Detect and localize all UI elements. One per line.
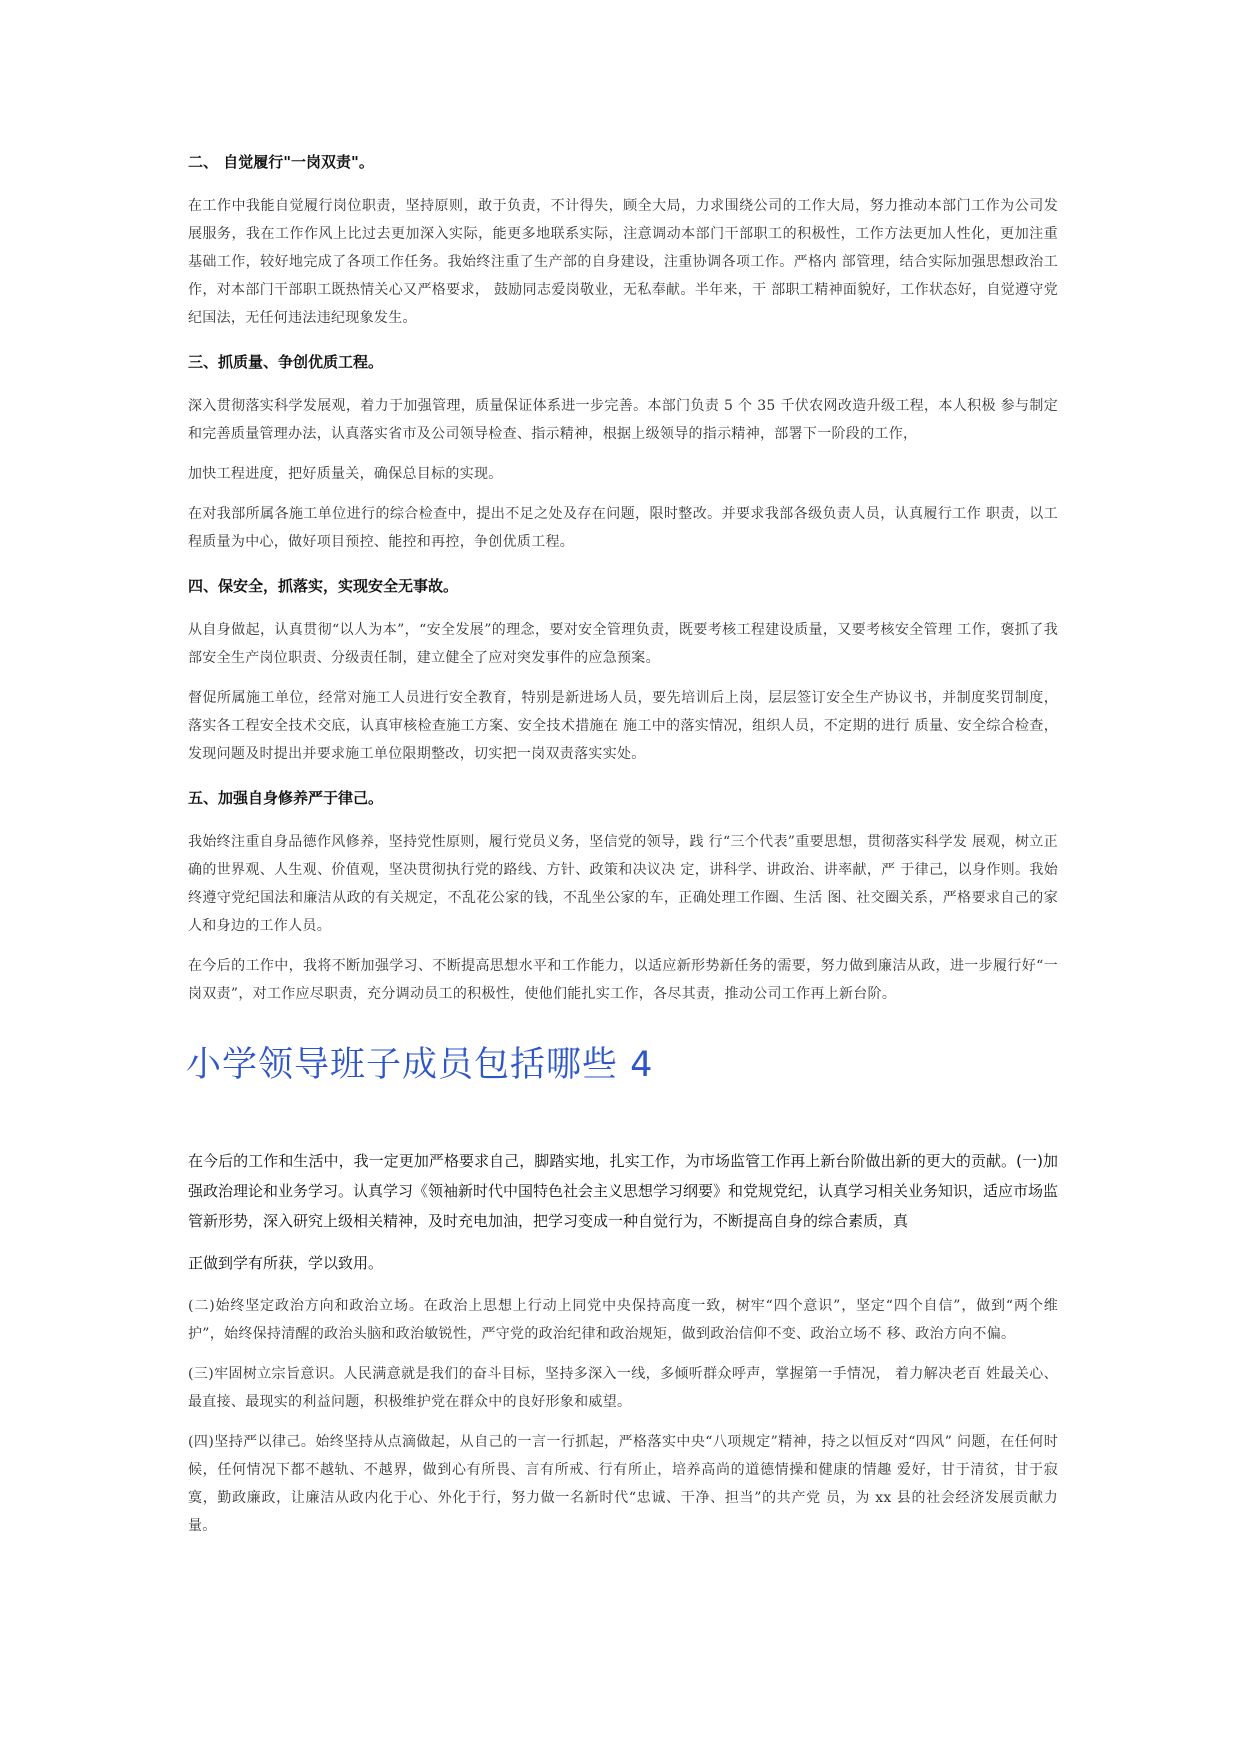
paragraph: 在今后的工作和生活中，我一定更加严格要求自己，脚踏实地，扎实工作，为市场监管工作再上新台阶做出新的更大的贡献。(一)加强政治理论和业务学习。认真学习《领袖新时代中国特色社会主义思想学习纲要》和党规党纪，认真学习相关业务知识，适应市场监管新形势，深入研究上级相关精神，及时充电加油，把学习变成一种自觉行为，不断提高自身的综合素质，真 bbox=[188, 1152, 1059, 1230]
paragraph: (四)坚持严以律己。始终坚持从点滴做起，从自己的一言一行抓起，严格落实中央“八项规定”精神，持之以恒反对“四风” 问题，在任何时候，任何情况下都不越轨、不越界，做到心有所畏、言有所戒、行有所止，培养高尚的道德情操和健康的情趣 爱好，甘于清贫，甘于寂寞，勤政廉政，让廉洁从政内化于心、外化于行，努力做一名新时代“忠诚、干净、担当”的共产党 员，为 xx 县的社会经济发展贡献力量。 bbox=[188, 1434, 1058, 1534]
paragraph: (二)始终坚定政治方向和政治立场。在政治上思想上行动上同党中央保持高度一致，树牢“四个意识”，坚定“四个自信”，做到“两个维护”，始终保持清醒的政治头脑和政治敏锐性，严守党的政治纪律和政治规矩，做到政治信仰不变、政治立场不 移、政治方向不偏。 bbox=[188, 1298, 1058, 1342]
paragraph: (三)牢固树立宗旨意识。人民满意就是我们的奋斗目标，坚持多深入一线，多倾听群众呼声，掌握第一手情况， 着力解决老百 姓最关心、最直接、最现实的利益问题，积极维护党在群众中的良好形象和威望。 bbox=[188, 1366, 1058, 1410]
part-two bbox=[188, 1146, 1058, 1540]
paragraph: 督促所属施工单位，经常对施工人员进行安全教育，特别是新进场人员，要先培训后上岗，层层签订安全生产协议书，并制度奖罚制度，落实各工程安全技术交底，认真审核检查施工方案、安全技术措施在 施工中的落实情况，组织人员，不定期的进行 质量、安全综合检查，发现问题及时提出并要求施工单位限期整改，切实把一岗双责落实实处。 bbox=[188, 690, 1058, 762]
paragraph: 从自身做起，认真贯彻“以人为本”，“安全发展”的理念，要对安全管理负责，既要考核工程建设质量，又要考核安全管理 工作，褒抓了我部安全生产岗位职责、分级责任制，建立健全了应对突发事件的应急预案。 bbox=[188, 622, 1058, 666]
section-heading: 四、保安全，抓落实，实现安全无事故。 bbox=[188, 577, 459, 595]
paragraph: 在工作中我能自觉履行岗位职责，坚持原则，敢于负责，不计得失，顾全大局，力求围绕公司的工作大局，努力推动本部门工作为公司发展服务，我在工作作风上比过去更加深入实际，能更多地联系实际，注意调动本部门干部职工的积极性，工作方法更加人性化，更加注重基础工作，较好地完成了各项工作任务。我始终注重了生产部的自身建设，注重协调各项工作。严格内 部管理，结合实际加强思想政治工作，对本部门干部职工既热情关心又严格要求， 鼓励同志爱岗敬业，无私奉献。半年来，干 部职工精神面貌好，工作状态好，自觉遵守党纪国法，无任何违法违纪现象发生。 bbox=[188, 198, 1058, 326]
paragraph: 我始终注重自身品德作风修养，坚持党性原则，履行党员义务，坚信党的领导，践 行“三个代表”重要思想，贯彻落实科学发 展观，树立正确的世界观、人生观、价值观，坚决贯彻执行党的路线、方针、政策和决议决 定，讲科学、讲政治、讲率献，严 于律己，以身作则。我始终遵守党纪国法和廉洁从政的有关规定，不乱花公家的钱，不乱坐公家的车，正确处理工作圈、生活 图、社交圈关系，严格要求自己的家人和身边的工作人员。 bbox=[188, 834, 1058, 934]
paragraph: 加快工程进度，把好质量关，确保总目标的实现。 bbox=[188, 466, 503, 482]
section-five bbox=[188, 786, 1058, 1008]
document-title: 小学领导班子成员包括哪些 4 bbox=[186, 1045, 654, 1085]
section-heading: 二、 自觉履行"一岗双责"。 bbox=[188, 153, 374, 171]
paragraph: 在对我部所属各施工单位进行的综合检查中，提出不足之处及存在问题，限时整改。并要求我部各级负责人员，认真履行工作 职责，以工程质量为中心，做好项目预控、能控和再控，争创优质工程。 bbox=[188, 506, 1058, 550]
document-page bbox=[188, 150, 1058, 1552]
section-heading: 三、抓质量、争创优质工程。 bbox=[188, 353, 384, 371]
section-two bbox=[188, 150, 1058, 332]
paragraph: 正做到学有所获，学以致用。 bbox=[188, 1254, 384, 1272]
section-three bbox=[188, 350, 1058, 556]
paragraph: 在今后的工作中，我将不断加强学习、不断提高思想水平和工作能力，以适应新形势新任务的需要，努力做到廉洁从政，进一步履行好“一岗双责”，对工作应尽职责，充分调动员工的积极性，使他们能扎实工作，各尽其责，推动公司工作再上新台阶。 bbox=[188, 958, 1058, 1002]
paragraph: 深入贯彻落实科学发展观，着力于加强管理，质量保证体系进一步完善。本部门负责 5 个 35 千伏农网改造升级工程，本人积极 参与制定和完善质量管理办法，认真落实省市及公司领导检查、指示精神，根据上级领导的指示精神，部署下一阶段的工作， bbox=[188, 398, 1058, 442]
section-heading: 五、加强自身修养严于律己。 bbox=[188, 789, 384, 807]
section-four bbox=[188, 574, 1058, 768]
